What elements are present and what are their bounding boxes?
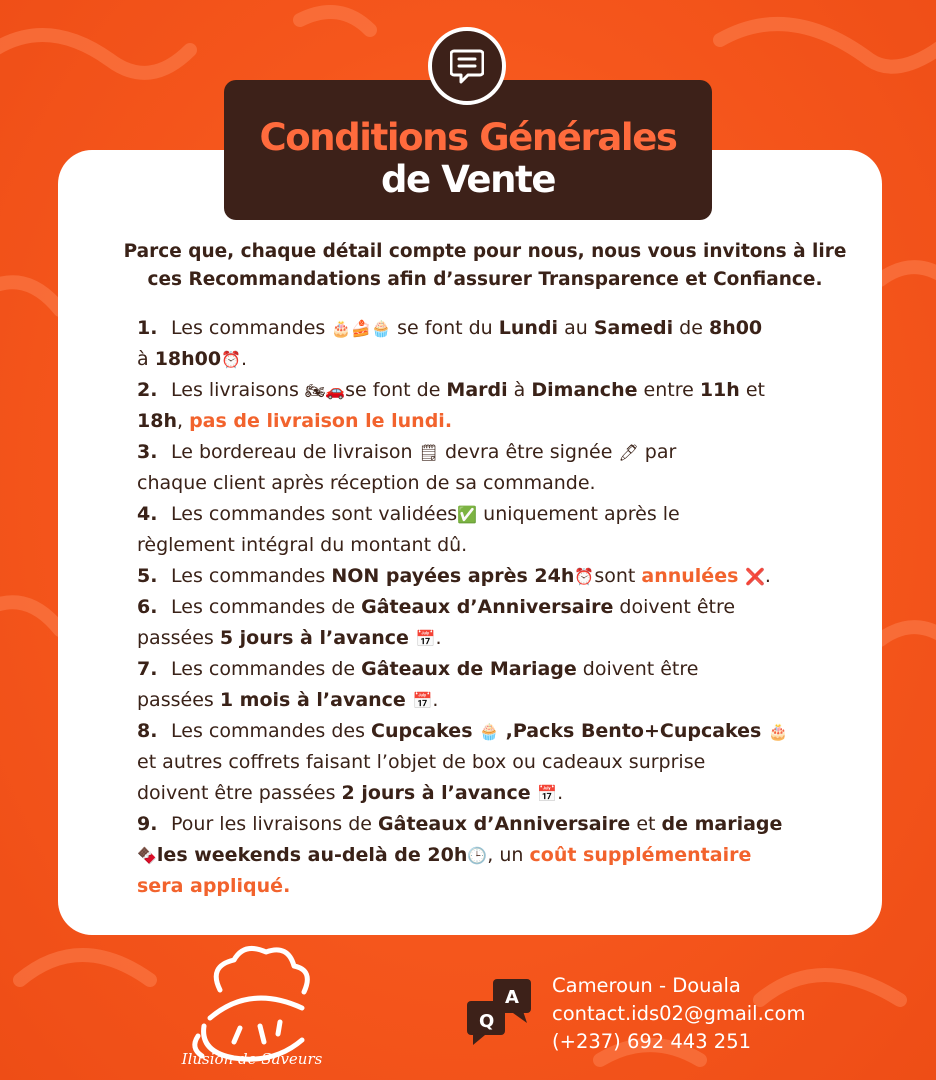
email-link[interactable]: contact.ids02@gmail.com: [552, 1002, 806, 1025]
alarm-clock-icon: ⏰: [574, 567, 595, 586]
intro-line-2: ces Recommandations afin d’assurer Transparence et Confiance.: [147, 269, 823, 290]
cross-mark-icon: ❌: [745, 567, 765, 586]
rule-2: 2. Les livraisons 🏍🚗se font de Mardi à Dimanche entre 11h et 18h, pas de livraison le lundi.: [137, 379, 765, 432]
qa-chat-icon: [465, 975, 537, 1047]
check-mark-icon: ✅: [457, 505, 478, 524]
rule-3: 3. Le bordereau de livraison 🗒 devra être signée 🖊 par chaque client après réception de sa commande.: [137, 441, 677, 494]
calendar-icon: 📅: [537, 784, 558, 803]
rule-5: 5. Les commandes NON payées après 24h⏰sont annulées ❌.: [137, 565, 771, 587]
svg-text:A: A: [505, 987, 519, 1008]
phone-number[interactable]: (+237) 692 443 251: [552, 1030, 752, 1053]
rule-1: 1. Les commandes 🎂🍰🧁 se font du Lundi au Samedi de 8h00 à 18h00⏰.: [137, 317, 763, 370]
contact-info: [552, 972, 805, 1056]
calendar-icon: 📅: [415, 629, 436, 648]
chocolate-icon: 🍫: [137, 846, 157, 865]
vehicle-emoji-icon: 🏍🚗: [304, 381, 346, 400]
rule-8: 8. Les commandes des Cupcakes 🧁 ,Packs Bento+Cupcakes 🎂 et autres coffrets faisant l’objet de box ou cadeaux surprise doivent être passées 2 jours à l’avance 📅.: [137, 720, 788, 804]
pen-icon: 🖊: [618, 443, 639, 462]
calendar-icon: 📅: [412, 691, 433, 710]
intro-line-1: Parce que, chaque détail compte pour nous, nous vous invitons à lire: [123, 241, 847, 262]
rule-9: 9. Pour les livraisons de Gâteaux d’Anniversaire et de mariage 🍫les weekends au-delà de 20h🕒, un coût supplémentaire sera appliqué.: [137, 813, 783, 897]
intro-text: [95, 238, 875, 294]
rules-list: [137, 313, 837, 902]
cake-icon: 🎂: [767, 722, 788, 741]
notepad-icon: 🗒: [418, 443, 439, 462]
rule-4: 4. Les commandes sont validées✅ uniquement après le règlement intégral du montant dû.: [137, 503, 680, 556]
rule-7: 7. Les commandes de Gâteaux de Mariage doivent être passées 1 mois à l’avance 📅.: [137, 658, 699, 711]
brand-name: Ilusion de Saveurs: [181, 1050, 323, 1068]
alarm-clock-icon: ⏰: [221, 350, 242, 369]
cupcake-icon: 🧁: [479, 722, 500, 741]
title-line-2: de Vente: [380, 158, 556, 201]
rule-6: 6. Les commandes de Gâteaux d’Anniversaire doivent être passées 5 jours à l’avance 📅.: [137, 596, 736, 649]
svg-text:Q: Q: [479, 1011, 495, 1032]
location: Cameroun - Douala: [552, 974, 741, 997]
clock-icon: 🕒: [467, 846, 488, 865]
cake-emoji-icon: 🎂🍰🧁: [331, 319, 392, 338]
chat-bubble-icon: [428, 27, 506, 105]
title-line-1: Conditions Générales: [259, 116, 677, 159]
